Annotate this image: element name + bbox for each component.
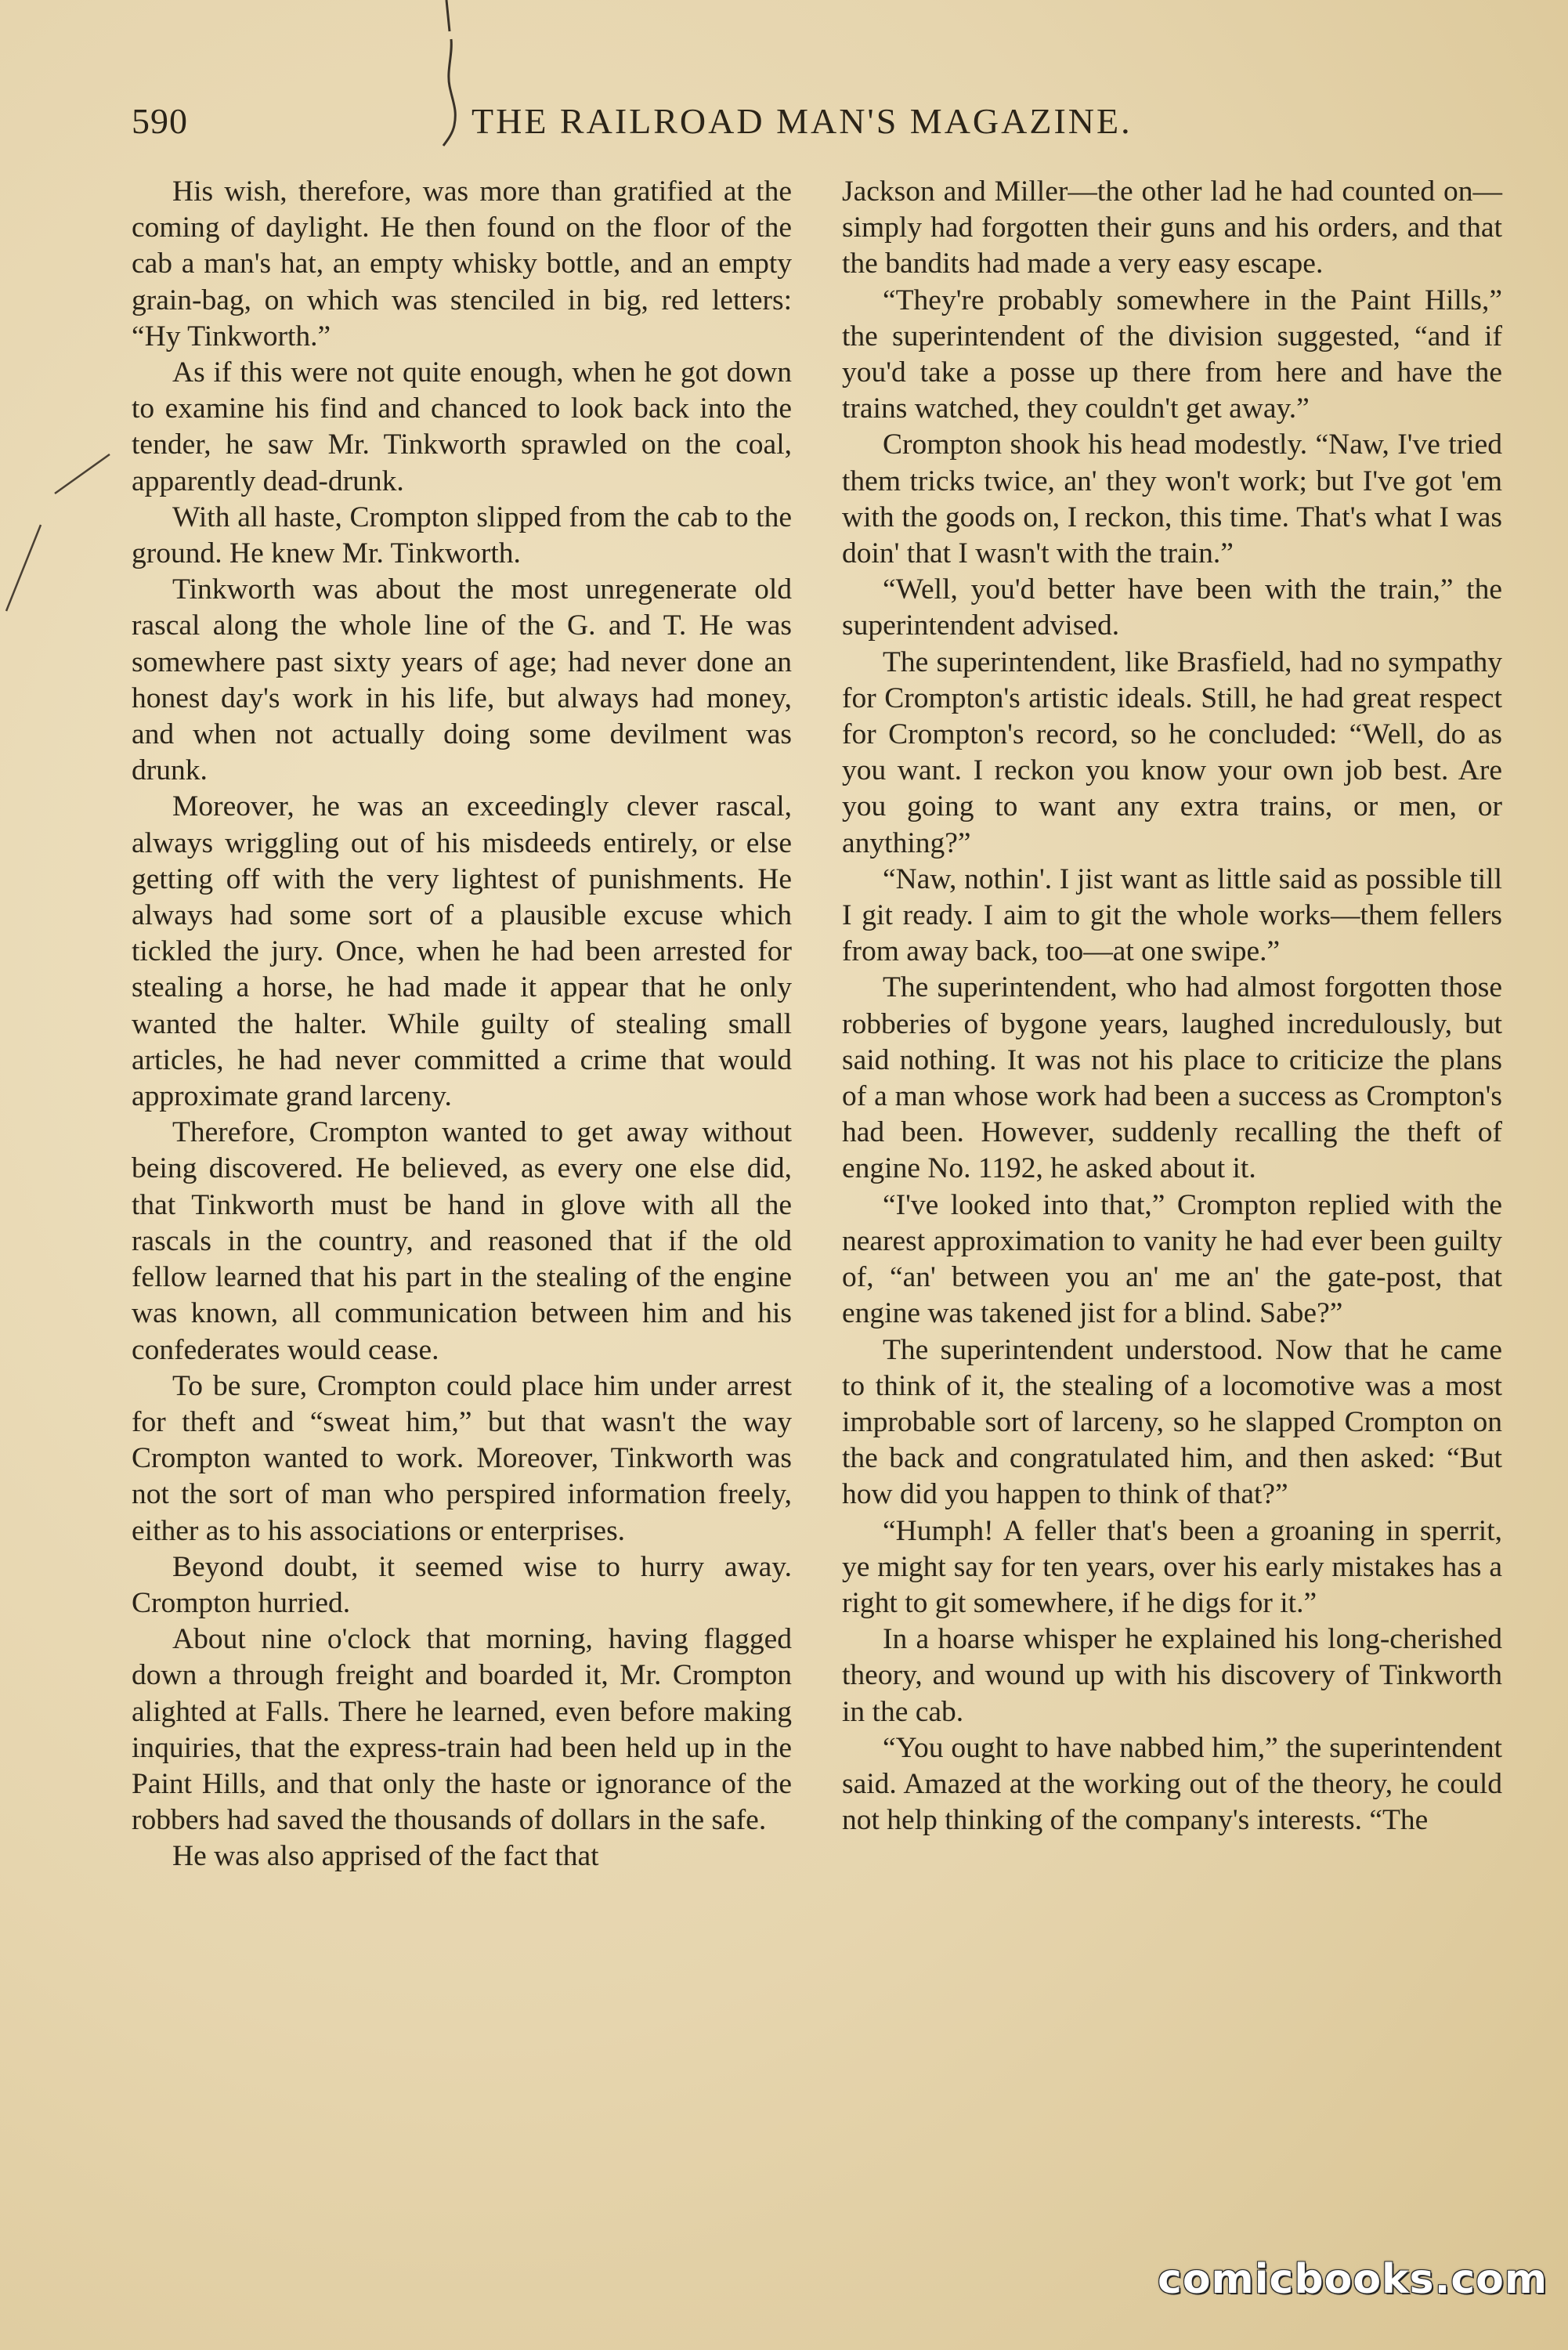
paragraph: Tinkworth was about the most unregenerate old rascal along the whole line of the G. and T. He was somewhere past sixty years of age; had never done an honest day's work in his life, but always had money, and when not actually doing some devilment was drunk. [132,573,792,787]
paragraph: The superintendent, like Brasfield, had no sympathy for Crompton's artistic ideals. Still, he had great respect for Crompton's record, so he concluded: “Well, do as you want. I reckon you know your own job best. Are you going to want any extra trains, or men, or anything?” [842,645,1502,859]
paragraph: His wish, therefore, was more than gratified at the coming of daylight. He then found on the floor of the cab a man's hat, an empty whisky bottle, and an empty grain-bag, on which was stenciled in big, red letters: “Hy Tinkworth.” [132,175,792,352]
paragraph: Moreover, he was an exceedingly clever rascal, always wriggling out of his misdeeds entirely, or else getting off with the very lightest of punishments. He always had some sort of a plausible excuse which tickled the jury. Once, when he had been arrested for stealing a horse, he had made it appear that he only wanted the halter. While guilty of stealing small articles, he had never committed a crime that would approximate grand larceny. [132,790,792,1113]
watermark-logo: comicbooks.com [1158,2256,1548,2303]
paragraph: Jackson and Miller—the other lad he had counted on—simply had forgotten their guns and his orders, and that the bandits had made a very easy escape. [842,175,1502,280]
paragraph: “They're probably somewhere in the Paint Hills,” the superintendent of the division suggested, “and if you'd take a posse up there from here and have the trains watched, they couldn't get away.” [842,284,1502,425]
paragraph: Crompton shook his head modestly. “Naw, I've tried them tricks twice, an' they won't work; but I've got 'em with the goods on, I reckon, this time. That's what I was doin' that I wasn't with the train.” [842,428,1502,570]
text-columns [132,174,1502,2289]
paragraph: As if this were not quite enough, when he got down to examine his find and chanced to look back into the tender, he saw Mr. Tinkworth sprawled on the coal, apparently dead-drunk. [132,356,792,497]
left-column [132,174,792,2289]
paragraph: “Well, you'd better have been with the train,” the superintendent advised. [842,573,1502,642]
right-column [842,174,1502,2289]
paragraph: To be sure, Crompton could place him under arrest for theft and “sweat him,” but that wasn't the way Crompton wanted to work. Moreover, Tinkworth was not the sort of man who perspired information freely, either as to his associations or enterprises. [132,1369,792,1547]
paragraph: “You ought to have nabbed him,” the superintendent said. Amazed at the working out of the theory, he could not help thinking of the company's interests. “The [842,1731,1502,1837]
paragraph: “Naw, nothin'. I jist want as little said as possible till I git ready. I aim to git the whole works—them fellers from away back, too—at one swipe.” [842,862,1502,968]
paragraph: “Humph! A feller that's been a groaning in sperrit, ye might say for ten years, over his early mistakes has a right to git somewhere, if he digs for it.” [842,1514,1502,1619]
paragraph: The superintendent understood. Now that he came to think of it, the stealing of a locomotive was a most improbable sort of larceny, so he slapped Crompton on the back and congratulated him, and then asked: “But how did you happen to think of that?” [842,1333,1502,1511]
page-number: 590 [132,101,188,141]
paragraph: He was also apprised of the fact that [172,1840,599,1873]
paragraph: With all haste, Crompton slipped from the cab to the ground. He knew Mr. Tinkworth. [132,501,792,570]
paragraph: Therefore, Crompton wanted to get away without being discovered. He believed, as every one else did, that Tinkworth must be hand in glove with all the rascals in the country, and reasoned that if the old fellow learned that his part in the stealing of the engine was known, all communication between him and his confederates would cease. [132,1116,792,1366]
paragraph: Beyond doubt, it seemed wise to hurry away. Crompton hurried. [132,1550,792,1619]
running-head: THE RAILROAD MAN'S MAGAZINE. [471,101,1133,141]
paragraph: About nine o'clock that morning, having flagged down a through freight and boarded it, Mr. Crompton alighted at Falls. There he learned, even before making inquiries, that the express-train had been held up in the Paint Hills, and that only the haste or ignorance of the robbers had saved the thousands of dollars in the safe. [132,1623,792,1837]
paragraph: “I've looked into that,” Crompton replied with the nearest approximation to vanity he had ever been guilty of, “an' between you an' me an' the gate-post, that engine was takened jist for a blind. Sabe?” [842,1188,1502,1330]
paragraph: The superintendent, who had almost forgotten those robberies of bygone years, laughed incredulously, but said nothing. It was not his place to criticize the plans of a man whose work had been a success as Crompton's had been. However, suddenly recalling the theft of engine No. 1192, he asked about it. [842,971,1502,1185]
pencil-mark-left [0,439,117,627]
paragraph: In a hoarse whisper he explained his long-cherished theory, and wound up with his discovery of Tinkworth in the cab. [842,1623,1502,1728]
